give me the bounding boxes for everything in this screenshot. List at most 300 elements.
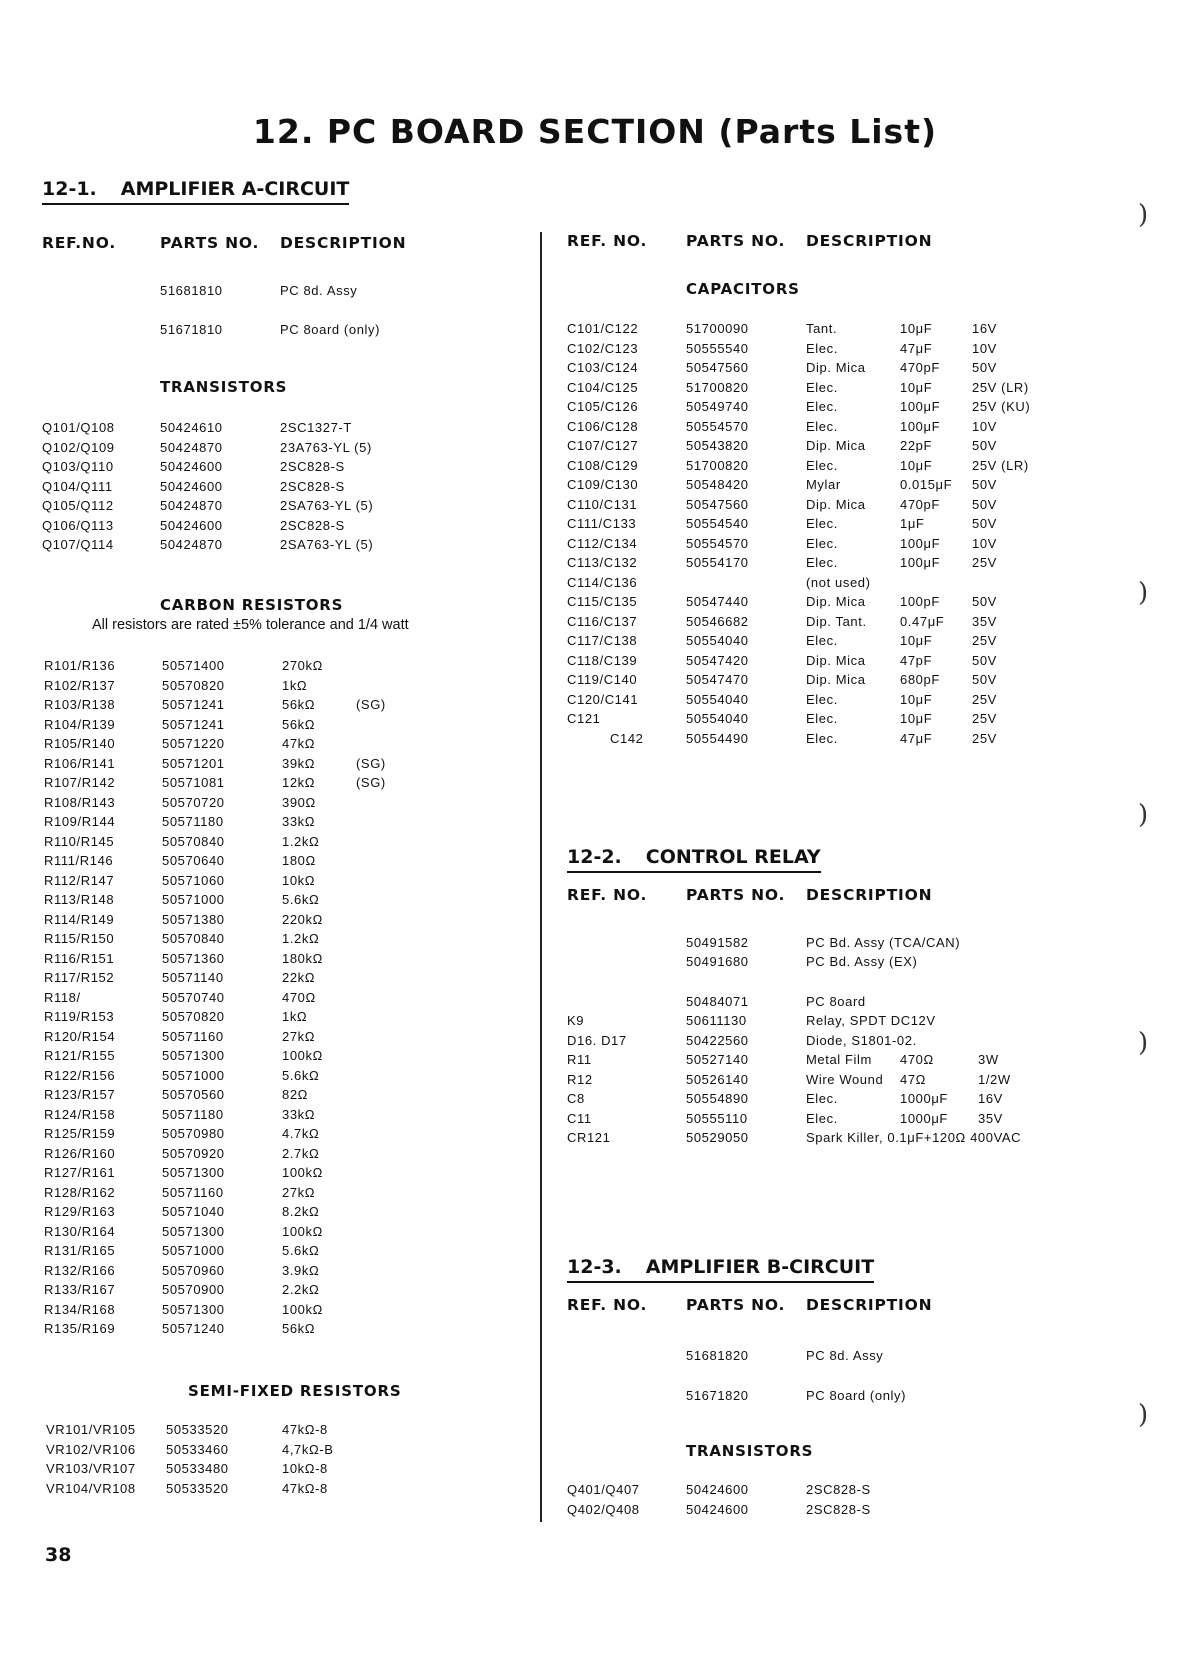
cell: 50570640 (162, 853, 225, 868)
cell: 27kΩ (282, 1184, 316, 1200)
cell: 2SC828-S (280, 459, 345, 474)
cell: Elec. (806, 730, 838, 746)
section-title: AMPLIFIER B-CIRCUIT (645, 1256, 875, 1278)
cell: 50533460 (166, 1441, 229, 1457)
cell: VR104/VR108 (46, 1480, 136, 1496)
cell: 0.47μF (900, 613, 945, 629)
cell: Elec. (806, 379, 838, 395)
cell: Metal Film (806, 1052, 872, 1067)
section-heading-12-1 (42, 178, 349, 205)
section-number: 12-2. (567, 846, 622, 868)
cell: 25V (972, 711, 997, 726)
capacitors-heading: CAPACITORS (686, 280, 800, 298)
cell: 100kΩ (282, 1223, 323, 1239)
cell: 50570560 (162, 1087, 225, 1102)
cell: 22pF (900, 438, 933, 453)
cell: 50V (972, 477, 997, 492)
cell: CR121 (567, 1130, 611, 1145)
cell: 47kΩ-8 (282, 1422, 328, 1437)
cell: (SG) (356, 755, 386, 771)
cell: 51700090 (686, 321, 749, 336)
cell: R126/R160 (44, 1145, 116, 1161)
cell: R132/R166 (44, 1262, 116, 1278)
cell: R113/R148 (44, 892, 115, 907)
cell: C110/C131 (567, 496, 638, 512)
cell: 8.2kΩ (282, 1204, 320, 1219)
cell: 50554490 (686, 730, 749, 746)
cell: 1000μF (900, 1091, 948, 1106)
page-number: 38 (45, 1544, 72, 1566)
cell: 2.7kΩ (282, 1145, 320, 1161)
cell: VR102/VR106 (46, 1441, 136, 1457)
cell: R116/R151 (44, 950, 115, 966)
cell: 50533520 (166, 1422, 229, 1437)
cell: 50570840 (162, 931, 225, 946)
cell: 50491582 (686, 935, 749, 950)
cell: Q401/Q407 (567, 1482, 640, 1497)
cell: 50547470 (686, 672, 749, 687)
cell: 50571201 (162, 755, 225, 771)
cell: 100μF (900, 535, 941, 551)
cell: Dip. Mica (806, 652, 866, 668)
cell: 220kΩ (282, 911, 323, 927)
cell: 10μF (900, 711, 933, 726)
cell: D16. D17 (567, 1033, 627, 1048)
cell: C119/C140 (567, 672, 638, 687)
cell: Spark Killer, 0.1μF+120Ω 400VAC (806, 1130, 1022, 1145)
col-header-description: DESCRIPTION (806, 1296, 933, 1314)
cell: 50570720 (162, 794, 225, 810)
cell: 10kΩ-8 (282, 1461, 328, 1476)
cell: 25V (972, 555, 997, 570)
cell: 10μF (900, 691, 933, 707)
cell: R104/R139 (44, 716, 116, 732)
cell: 50422560 (686, 1033, 749, 1048)
cell: R129/R163 (44, 1204, 116, 1219)
cell: 2SC828-S (806, 1482, 871, 1497)
cell: 50571160 (162, 1184, 224, 1200)
cell: Elec. (806, 711, 838, 726)
cell: R115/R150 (44, 931, 115, 946)
col-header-parts: PARTS NO. (686, 232, 786, 250)
cell: 50V (972, 672, 997, 687)
cell: 10kΩ (282, 872, 316, 888)
cell: R12 (567, 1072, 593, 1087)
col-header-description: DESCRIPTION (806, 886, 933, 904)
cell: C107/C127 (567, 438, 639, 453)
cell: 50571400 (162, 658, 225, 673)
cell: C113/C132 (567, 555, 638, 570)
cell: Q104/Q111 (42, 478, 113, 494)
cell: 50546682 (686, 613, 749, 629)
cell: 1.2kΩ (282, 931, 320, 946)
cell: R109/R144 (44, 814, 116, 829)
cell: Elec. (806, 1111, 838, 1126)
cell: 50570900 (162, 1282, 225, 1297)
cell: R117/R152 (44, 970, 115, 985)
cell: 50571300 (162, 1048, 225, 1063)
col-header-parts: PARTS NO. (686, 1296, 786, 1314)
cell: R124/R158 (44, 1106, 116, 1122)
cell: C8 (567, 1091, 585, 1106)
cell: 12kΩ (282, 775, 316, 790)
cell: 50491680 (686, 954, 749, 969)
cell: C11 (567, 1111, 592, 1126)
cell: Relay, SPDT DC12V (806, 1013, 936, 1028)
cell: 50571241 (162, 697, 225, 712)
cell: 50554570 (686, 418, 749, 434)
col-header-ref: REF. NO. (567, 232, 648, 250)
cell: 50571000 (162, 1243, 225, 1258)
cell: 50570820 (162, 1009, 225, 1024)
col-header-parts: PARTS NO. (160, 234, 260, 252)
cell: 100μF (900, 418, 941, 434)
cell: 50533480 (166, 1461, 229, 1476)
cell: 35V (978, 1111, 1003, 1126)
cell: 50611130 (686, 1013, 747, 1028)
cell: 25V (LR) (972, 457, 1029, 473)
cell: Elec. (806, 418, 838, 434)
cell: 1.2kΩ (282, 833, 320, 849)
cell: Elec. (806, 691, 838, 707)
cell: Dip. Mica (806, 672, 866, 687)
cell: 50V (972, 516, 997, 531)
cell: 50571140 (162, 970, 224, 985)
cell: 2SC828-S (280, 517, 345, 533)
cell: 50554040 (686, 691, 749, 707)
cell: 50571300 (162, 1223, 225, 1239)
cell: R102/R137 (44, 677, 116, 693)
cell: 50527140 (686, 1052, 749, 1067)
cell: 2SA763-YL (5) (280, 537, 374, 552)
cell: 100kΩ (282, 1301, 323, 1317)
cell: Q103/Q110 (42, 459, 114, 474)
cell: 22kΩ (282, 970, 316, 985)
cell: 100μF (900, 399, 941, 414)
cell: 50424870 (160, 439, 223, 455)
cell: 47μF (900, 730, 933, 746)
cell: 10μF (900, 457, 933, 473)
cell: 50548420 (686, 477, 749, 492)
cell: Elec. (806, 516, 838, 531)
cell: 50571060 (162, 872, 225, 888)
cell: 5.6kΩ (282, 1067, 320, 1083)
margin-mark: ) (1138, 578, 1149, 608)
cell: R112/R147 (44, 872, 115, 888)
cell: 1000μF (900, 1111, 948, 1126)
cell: 50424870 (160, 537, 223, 552)
cell: 3.9kΩ (282, 1262, 320, 1278)
cell: 56kΩ (282, 1321, 316, 1336)
cell: C111/C133 (567, 516, 637, 531)
cell: 5.6kΩ (282, 1243, 320, 1258)
cell: C115/C135 (567, 594, 638, 609)
cell: R110/R145 (44, 833, 115, 849)
cell: 50571300 (162, 1165, 225, 1180)
cell: 180Ω (282, 853, 316, 868)
cell: 50570960 (162, 1262, 225, 1278)
cell: 50571180 (162, 1106, 224, 1122)
cell: 270kΩ (282, 658, 323, 673)
cell: 50424600 (686, 1501, 749, 1517)
cell: R130/R164 (44, 1223, 116, 1239)
cell: 680pF (900, 672, 940, 687)
margin-mark: ) (1138, 800, 1149, 830)
cell: Mylar (806, 477, 841, 492)
cell: 4.7kΩ (282, 1126, 320, 1141)
cell: 50571081 (162, 775, 225, 790)
cell: 82Ω (282, 1087, 308, 1102)
cell: C142 (610, 730, 644, 746)
cell: C121 (567, 711, 601, 726)
cell: 27kΩ (282, 1028, 316, 1044)
cell: R131/R165 (44, 1243, 116, 1258)
cell: 50526140 (686, 1072, 749, 1087)
cell: R114/R149 (44, 911, 115, 927)
cell: Wire Wound (806, 1072, 884, 1087)
cell: 50571000 (162, 1067, 225, 1083)
cell: 50V (972, 496, 997, 512)
cell: 51700820 (686, 379, 749, 395)
cell: C108/C129 (567, 457, 639, 473)
cell: 50424610 (160, 420, 223, 435)
cell: 180kΩ (282, 950, 323, 966)
cell: Elec. (806, 457, 838, 473)
cell: 56kΩ (282, 697, 316, 712)
col-header-parts: PARTS NO. (686, 886, 786, 904)
cell: PC 8oard (806, 994, 866, 1009)
cell: 50547440 (686, 594, 749, 609)
cell: 10V (972, 418, 997, 434)
cell: 50V (972, 652, 997, 668)
cell: 33kΩ (282, 1106, 316, 1122)
cell: R122/R156 (44, 1067, 116, 1083)
cell: R118/ (44, 989, 81, 1005)
cell: 25V (972, 730, 997, 746)
cell: C116/C137 (567, 613, 638, 629)
cell: 50571000 (162, 892, 225, 907)
cell: 50533520 (166, 1480, 229, 1496)
cell: C105/C126 (567, 399, 639, 414)
section-title: AMPLIFIER A-CIRCUIT (120, 178, 350, 200)
cell: 50554570 (686, 535, 749, 551)
cell: 56kΩ (282, 716, 316, 732)
cell: 0.015μF (900, 477, 953, 492)
cell: R125/R159 (44, 1126, 116, 1141)
cell: 2SA763-YL (5) (280, 498, 374, 513)
cell: 25V (972, 691, 997, 707)
cell: Q402/Q408 (567, 1501, 640, 1517)
cell: Q102/Q109 (42, 439, 115, 455)
cell: 2SC828-S (806, 1501, 871, 1517)
col-header-ref: REF.NO. (42, 234, 117, 252)
cell: Q101/Q108 (42, 420, 115, 435)
cell: R11 (567, 1052, 592, 1067)
cell: C120/C141 (567, 691, 639, 707)
cell: 470pF (900, 496, 940, 512)
cell: R119/R153 (44, 1009, 115, 1024)
cell: Q105/Q112 (42, 498, 114, 513)
cell: 25V (KU) (972, 399, 1031, 414)
cell: Q107/Q114 (42, 537, 114, 552)
cell: 50554170 (686, 555, 749, 570)
cell: R107/R142 (44, 775, 116, 790)
margin-mark: ) (1138, 1400, 1149, 1430)
cell: 470Ω (900, 1052, 934, 1067)
cell: 100μF (900, 555, 941, 570)
cell: 50V (972, 360, 997, 375)
cell: 10μF (900, 633, 933, 648)
cell: 50571040 (162, 1204, 225, 1219)
section-heading-12-2 (567, 846, 821, 873)
page-title: 12. PC BOARD SECTION (Parts List) (252, 112, 938, 151)
cell: Elec. (806, 1091, 838, 1106)
cell: 16V (972, 321, 997, 336)
col-header-ref: REF. NO. (567, 1296, 648, 1314)
cell: 470pF (900, 360, 940, 375)
col-header-ref: REF. NO. (567, 886, 648, 904)
cell: 50570920 (162, 1145, 225, 1161)
cell: 25V (972, 633, 997, 648)
cell: R105/R140 (44, 736, 116, 751)
cell: R134/R168 (44, 1301, 116, 1317)
cell: R135/R169 (44, 1321, 116, 1336)
cell: 50547420 (686, 652, 749, 668)
cell: 1kΩ (282, 1009, 308, 1024)
cell: C117/C138 (567, 633, 638, 648)
cell: 51700820 (686, 457, 749, 473)
cell: C112/C134 (567, 535, 638, 551)
cell: (SG) (356, 697, 386, 712)
cell: 50571360 (162, 950, 225, 966)
cell: 50570980 (162, 1126, 225, 1141)
cell: 50570840 (162, 833, 225, 849)
cell: 100kΩ (282, 1165, 323, 1180)
cell: 50424600 (160, 478, 223, 494)
cell: Tant. (806, 321, 838, 336)
cell: 50529050 (686, 1130, 749, 1145)
cell: Dip. Mica (806, 438, 866, 453)
cell: 10V (972, 535, 997, 551)
cell: 50547560 (686, 496, 749, 512)
cell: R127/R161 (44, 1165, 116, 1180)
carbon-resistors-heading: CARBON RESISTORS (160, 596, 344, 614)
cell: 47μF (900, 340, 933, 356)
cell: 100pF (900, 594, 940, 609)
cell: 4,7kΩ-B (282, 1441, 334, 1457)
cell: 47pF (900, 652, 933, 668)
column-divider (540, 232, 542, 1522)
cell: R101/R136 (44, 658, 116, 673)
cell: R120/R154 (44, 1028, 116, 1044)
cell: PC Bd. Assy (EX) (806, 954, 918, 969)
cell: R121/R155 (44, 1048, 116, 1063)
cell: 2SC828-S (280, 478, 345, 494)
cell: Diode, S1801-02. (806, 1033, 917, 1048)
cell: 5.6kΩ (282, 892, 320, 907)
cell: 50555110 (686, 1111, 748, 1126)
cell: R106/R141 (44, 755, 116, 771)
cell: 2.2kΩ (282, 1282, 320, 1297)
cell: Dip. Tant. (806, 613, 867, 629)
cell: 50547560 (686, 360, 749, 375)
cell: C106/C128 (567, 418, 639, 434)
cell: 50V (972, 594, 997, 609)
cell: 35V (972, 613, 997, 629)
cell: 50424870 (160, 498, 223, 513)
cell: VR101/VR105 (46, 1422, 136, 1437)
section-number: 12-3. (567, 1256, 622, 1278)
cell: C118/C139 (567, 652, 638, 668)
cell: 1kΩ (282, 677, 308, 693)
cell: Dip. Mica (806, 594, 866, 609)
cell: 50424600 (160, 459, 223, 474)
transistors-heading: TRANSISTORS (686, 1442, 814, 1460)
cell: Dip. Mica (806, 360, 866, 375)
cell: 50571241 (162, 716, 225, 732)
cell: Elec. (806, 340, 838, 356)
cell: 50V (972, 438, 997, 453)
cell: 33kΩ (282, 814, 316, 829)
cell: C102/C123 (567, 340, 639, 356)
cell: (not used) (806, 574, 871, 590)
cell: 470Ω (282, 989, 316, 1005)
cell: 50484071 (686, 994, 749, 1009)
cell: C103/C124 (567, 360, 639, 375)
cell: 25V (LR) (972, 379, 1029, 395)
semi-fixed-resistors-heading: SEMI-FIXED RESISTORS (188, 1382, 402, 1400)
section-title: CONTROL RELAY (645, 846, 821, 868)
cell: C114/C136 (567, 574, 638, 590)
cell: Elec. (806, 535, 838, 551)
section-heading-12-3 (567, 1256, 874, 1283)
cell: 1/2W (978, 1072, 1011, 1087)
cell: 50571300 (162, 1301, 225, 1317)
cell: 50570740 (162, 989, 225, 1005)
cell: 10μF (900, 379, 933, 395)
cell: 2SC1327-T (280, 420, 352, 435)
cell: 50555540 (686, 340, 749, 356)
cell: 47kΩ-8 (282, 1480, 328, 1496)
cell: 47kΩ (282, 736, 316, 751)
cell: C109/C130 (567, 477, 639, 492)
cell: 50554540 (686, 516, 749, 531)
col-header-description: DESCRIPTION (280, 234, 407, 252)
cell: R103/R138 (44, 697, 116, 712)
cell: 390Ω (282, 794, 316, 810)
margin-mark: ) (1138, 200, 1149, 230)
cell: 50570820 (162, 677, 225, 693)
cell: R133/R167 (44, 1282, 116, 1297)
margin-mark: ) (1138, 1028, 1149, 1058)
cell: Elec. (806, 633, 838, 648)
resistor-rating-note: All resistors are rated ±5% tolerance and 1/4 watt (92, 617, 409, 633)
cell: R128/R162 (44, 1184, 116, 1200)
cell: 50571180 (162, 814, 224, 829)
cell: (SG) (356, 775, 386, 790)
cell: 10V (972, 340, 997, 356)
cell: R111/R146 (44, 853, 114, 868)
cell: Q106/Q113 (42, 517, 114, 533)
cell: 23A763-YL (5) (280, 439, 372, 455)
cell: 47Ω (900, 1072, 926, 1087)
cell: 50554040 (686, 633, 749, 648)
section-number: 12-1. (42, 178, 97, 200)
col-header-description: DESCRIPTION (806, 232, 933, 250)
cell: PC Bd. Assy (TCA/CAN) (806, 935, 961, 950)
cell: C101/C122 (567, 321, 639, 336)
cell: VR103/VR107 (46, 1461, 136, 1476)
